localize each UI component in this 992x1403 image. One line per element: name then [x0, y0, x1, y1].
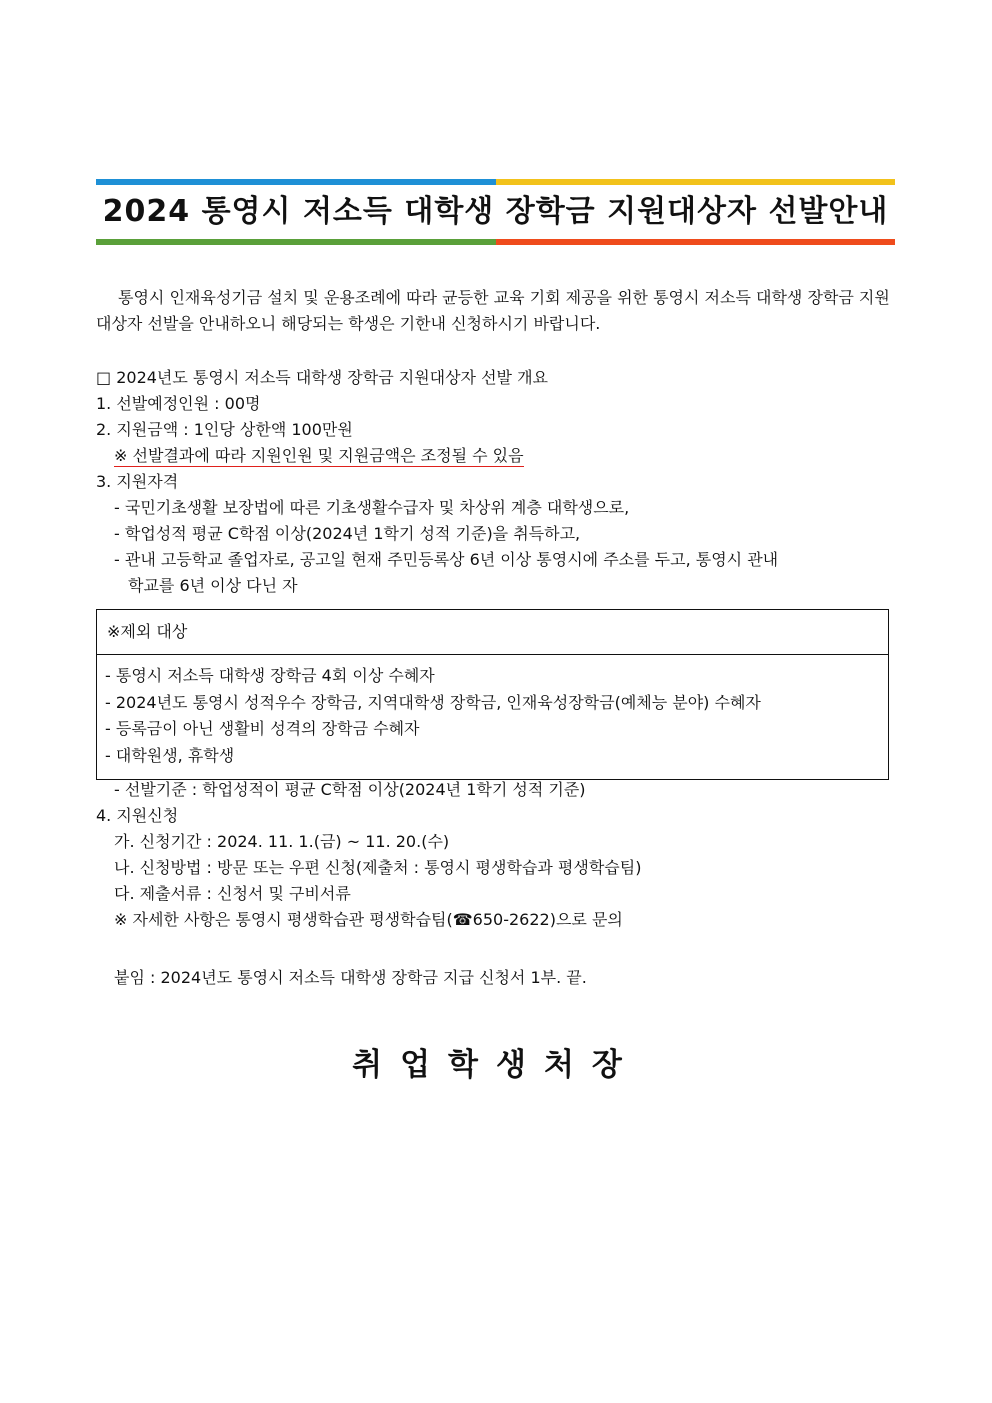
- title-bar-top-blue: [96, 179, 496, 185]
- eligibility-line: - 국민기초생활 보장법에 따른 기초생활수급자 및 차상위 계층 대학생으로,: [114, 498, 630, 517]
- overview-section-bottom: [96, 777, 641, 933]
- intro-paragraph: 통영시 인재육성기금 설치 및 운용조례에 따라 균등한 교육 기회 제공을 위한 통영시 저소득 대학생 장학금 지원대상자 선발을 안내하오니 해당되는 학생은 기한내 신청하시기 바랍니다.: [96, 288, 890, 333]
- eligibility-line: 학교를 6년 이상 다닌 자: [128, 576, 298, 595]
- title-bar-bottom-green: [96, 239, 496, 245]
- exclusion-list: [97, 655, 888, 769]
- item-2-amount: 2. 지원금액 : 1인당 상한액 100만원: [96, 420, 353, 439]
- exclusion-item: - 대학원생, 휴학생: [105, 745, 235, 765]
- eligibility-line: - 학업성적 평균 C학점 이상(2024년 1학기 성적 기준)을 취득하고,: [114, 524, 581, 543]
- overview-heading: □ 2024년도 통영시 저소득 대학생 장학금 지원대상자 선발 개요: [96, 368, 549, 387]
- overview-section-top: [96, 365, 778, 599]
- eligibility-line: - 관내 고등학교 졸업자로, 공고일 현재 주민등록상 6년 이상 통영시에 주소를 두고, 통영시 관내: [114, 550, 779, 569]
- selection-criteria: - 선발기준 : 학업성적이 평균 C학점 이상(2024년 1학기 성적 기준): [114, 780, 586, 799]
- item-1-quota: 1. 선발예정인원 : 00명: [96, 394, 261, 413]
- item-2-note-line: [96, 443, 778, 469]
- attachment-line: 붙임 : 2024년도 통영시 저소득 대학생 장학금 지급 신청서 1부. 끝.: [114, 968, 587, 987]
- application-method: 나. 신청방법 : 방문 또는 우편 신청(제출처 : 통영시 평생학습과 평생학습팀): [114, 858, 642, 877]
- item-4-application: 4. 지원신청: [96, 806, 179, 825]
- signer-title: 취업학생처장: [352, 1047, 640, 1083]
- required-documents: 다. 제출서류 : 신청서 및 구비서류: [114, 884, 351, 903]
- exclusion-item: - 등록금이 아닌 생활비 성격의 장학금 수혜자: [105, 719, 420, 738]
- title-bar-bottom-red: [496, 239, 895, 245]
- item-3-eligibility: 3. 지원자격: [96, 472, 179, 491]
- title-bar-top-yellow: [496, 179, 895, 185]
- page-title: 2024 통영시 저소득 대학생 장학금 지원대상자 선발안내: [102, 194, 889, 229]
- application-period: 가. 신청기간 : 2024. 11. 1.(금) ~ 11. 20.(수): [114, 832, 450, 851]
- item-2-note: ※ 선발결과에 따라 지원인원 및 지원금액은 조정될 수 있음: [114, 446, 524, 465]
- title-banner: [96, 179, 895, 245]
- exclusion-item: - 통영시 저소득 대학생 장학금 4회 이상 수혜자: [105, 666, 435, 685]
- exclusion-box: [96, 609, 889, 780]
- contact-note: ※ 자세한 사항은 통영시 평생학습관 평생학습팀(☎650-2622)으로 문의: [114, 910, 623, 929]
- exclusion-heading: ※제외 대상: [97, 610, 888, 655]
- exclusion-item: - 2024년도 통영시 성적우수 장학금, 지역대학생 장학금, 인재육성장학금(예체능 분야) 수혜자: [105, 692, 761, 712]
